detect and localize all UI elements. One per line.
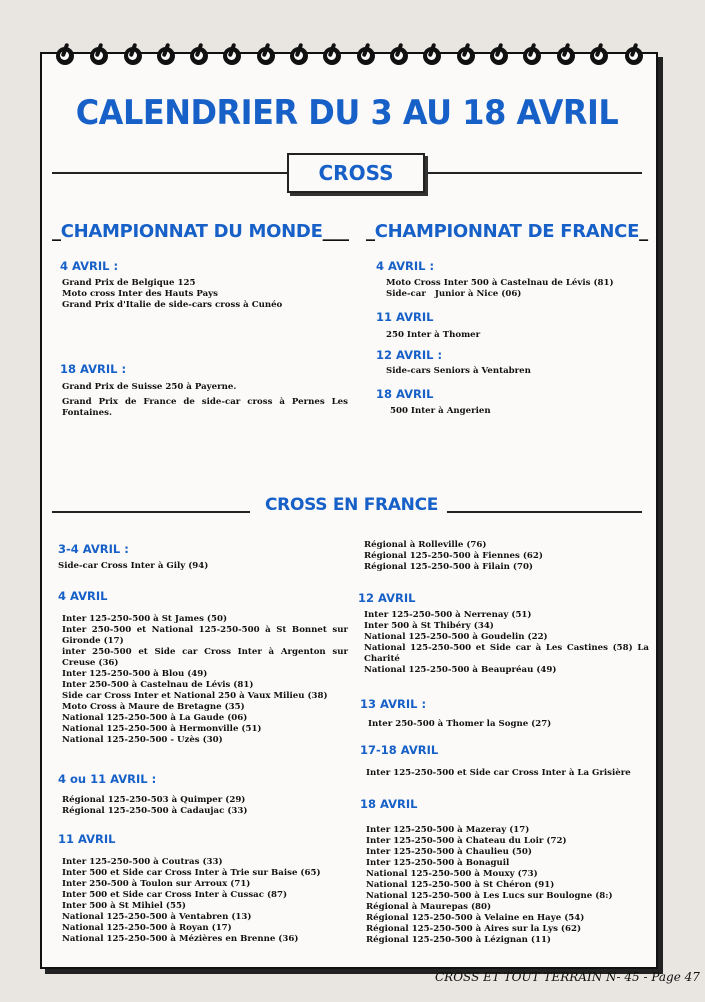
event-line: Side-car Junior à Nice (06) [386, 289, 522, 299]
divider-right [421, 172, 642, 174]
event-line: Grand Prix de France de side-car cross à Pernes Les Fontaines. [62, 397, 348, 418]
event-line: Inter 250-500 à Toulon sur Arroux (71) [62, 879, 251, 889]
event-line: Régional 125-250-500 à Lézignan (11) [366, 935, 552, 945]
event-line: Moto Cross Inter 500 à Castelnau de Lévis (81) [386, 278, 614, 288]
event-line: Side-cars Seniors à Ventabren [386, 366, 531, 376]
event-line: Inter 125-250-500 à Mazeray (17) [366, 825, 530, 835]
binding-ring [223, 45, 241, 67]
event-line: Inter 500 à St Thibéry (34) [364, 621, 494, 631]
page-footer: CROSS ET TOUT TERRAIN N- 45 - Page 47 [435, 970, 700, 984]
france-date-3: 12 AVRIL : [376, 348, 443, 362]
event-line: National 125-250-500 à La Gaude (06) [62, 713, 248, 723]
cef-right-intro [364, 540, 543, 573]
cef-right-events-1 [364, 610, 649, 676]
divider-right-2 [447, 511, 642, 513]
cross-en-france-heading: CROSS EN FRANCE [265, 495, 439, 515]
event-line: Régional 125-250-503 à Quimper (29) [62, 795, 246, 805]
cef-left-date-4: 11 AVRIL [58, 832, 116, 846]
binding-ring [457, 45, 475, 67]
event-line: Moto Cross à Maure de Bretagne (35) [62, 702, 245, 712]
france-events-2 [386, 330, 480, 341]
event-line: National 125-250-500 à Royan (17) [62, 923, 232, 933]
binding-ring [190, 45, 208, 67]
event-line: Régional 125-250-500 à Cadaujac (33) [62, 806, 248, 816]
event-line: National 125-250-500 à Les Lucs sur Boulogne (8:) [366, 891, 613, 901]
event-line: Inter 125-250-500 à St James (50) [62, 614, 228, 624]
event-line: National 125-250-500 à Beaupréau (49) [364, 665, 557, 675]
event-line: Régional 125-250-500 à Fiennes (62) [364, 551, 543, 561]
event-line: Inter 125-250-500 à Blou (49) [62, 669, 208, 679]
event-line: Inter 500 et Side car Cross Inter à Trie sur Baise (65) [62, 868, 321, 878]
page-title: CALENDRIER DU 3 AU 18 AVRIL [75, 93, 619, 133]
cef-right-events-3 [366, 768, 631, 779]
cef-left-date-3: 4 ou 11 AVRIL : [58, 772, 157, 786]
event-line: National 125-250-500 à Mouxy (73) [366, 869, 538, 879]
cef-left-events-3 [62, 795, 247, 817]
cef-left-events-4 [62, 857, 321, 945]
event-line: Inter 500 à St Mihiel (55) [62, 901, 186, 911]
event-line: National 125-250-500 - Uzès (30) [62, 735, 223, 745]
france-date-4: 18 AVRIL [376, 387, 434, 401]
event-line: 250 Inter à Thomer [386, 330, 481, 340]
event-line: National 125-250-500 à St Chéron (91) [366, 880, 555, 890]
binding-ring [56, 45, 74, 67]
event-line: Moto cross Inter des Hauts Pays [62, 289, 218, 299]
monde-date-2: 18 AVRIL : [60, 362, 127, 376]
cef-left-date-2: 4 AVRIL [58, 589, 108, 603]
cef-right-date-2: 13 AVRIL : [360, 697, 427, 711]
france-date-2: 11 AVRIL [376, 310, 434, 324]
event-line: Régional à Rolleville (76) [364, 540, 487, 550]
binding-ring [124, 45, 142, 67]
event-line: Régional à Maurepas (80) [366, 902, 492, 912]
event-line: Inter 500 et Side car Cross Inter à Cussac (87) [62, 890, 288, 900]
divider-left-2 [52, 511, 250, 513]
championnat-monde-title: CHAMPIONNAT DU MONDE [60, 221, 323, 242]
cef-right-date-3: 17-18 AVRIL [360, 743, 439, 757]
event-line: Grand Prix de Suisse 250 à Payerne. [62, 382, 237, 392]
monde-events-1 [62, 278, 282, 311]
championnat-monde-heading: _CHAMPIONNAT DU MONDE___ [52, 221, 349, 242]
event-line: Inter 125-250-500 à Bonaguil [366, 858, 510, 868]
event-line: Grand Prix d'Italie de side-cars cross à Cunéo [62, 300, 283, 310]
cef-left-events-1 [58, 561, 208, 572]
event-line: inter 250-500 et Side car Cross Inter à Argenton sur Creuse (36) [62, 647, 348, 668]
binding-ring [523, 45, 541, 67]
cef-right-date-4: 18 AVRIL [360, 797, 418, 811]
event-line: Inter 250-500 à Castelnau de Lévis (81) [62, 680, 254, 690]
event-line: Side car Cross Inter et National 250 à Vaux Milieu (38) [62, 691, 328, 701]
event-line: Inter 125-250-500 à Nerrenay (51) [364, 610, 532, 620]
event-line: National 125-250-500 à Ventabren (13) [62, 912, 252, 922]
france-events-4 [390, 406, 491, 417]
binding-ring [390, 45, 408, 67]
event-line: Régional 125-250-500 à Velaine en Haye (54) [366, 913, 585, 923]
event-line: National 125-250-500 à Hermonville (51) [62, 724, 262, 734]
event-line: Inter 125-250-500 à Chaulieu (50) [366, 847, 532, 857]
cef-right-date-1: 12 AVRIL [358, 591, 416, 605]
binding-ring [157, 45, 175, 67]
event-line: National 125-250-500 à Goudelin (22) [364, 632, 548, 642]
binding-ring [257, 45, 275, 67]
binding-ring [557, 45, 575, 67]
binding-ring [423, 45, 441, 67]
france-events-1 [386, 278, 614, 300]
event-line: Grand Prix de Belgique 125 [62, 278, 196, 288]
binding-ring [90, 45, 108, 67]
event-line: Side-car Cross Inter à Gily (94) [58, 561, 209, 571]
event-line: Inter 250-500 et National 125-250-500 à St Bonnet sur Gironde (17) [62, 625, 348, 646]
section-label-box: CROSS [287, 153, 425, 193]
event-line: National 125-250-500 et Side car à Les Castines (58) La Charité [364, 643, 649, 664]
binding-ring [357, 45, 375, 67]
binding-ring [290, 45, 308, 67]
cef-left-date-1: 3-4 AVRIL : [58, 542, 129, 556]
france-events-3 [386, 366, 531, 377]
event-line: Régional 125-250-500 à Filain (70) [364, 562, 533, 572]
event-line: National 125-250-500 à Mézières en Brenne (36) [62, 934, 299, 944]
monde-events-2 [62, 382, 348, 419]
france-date-1: 4 AVRIL : [376, 259, 435, 273]
divider-left [52, 172, 288, 174]
event-line: 500 Inter à Angerien [390, 406, 491, 416]
event-line: Inter 250-500 à Thomer la Sogne (27) [368, 719, 552, 729]
championnat-france-heading: _CHAMPIONNAT DE FRANCE_ [366, 221, 648, 242]
binding-ring [323, 45, 341, 67]
cef-left-events-2 [62, 614, 348, 746]
binding-ring [490, 45, 508, 67]
monde-date-1: 4 AVRIL : [60, 259, 119, 273]
event-line: Régional 125-250-500 à Aires sur la Lys (62) [366, 924, 582, 934]
championnat-france-title: CHAMPIONNAT DE FRANCE [374, 221, 640, 242]
event-line: Inter 125-250-500 à Coutras (33) [62, 857, 223, 867]
event-line: Inter 125-250-500 à Chateau du Loir (72) [366, 836, 567, 846]
event-line: Inter 125-250-500 et Side car Cross Inter à La Grisière [366, 768, 631, 778]
binding-ring [625, 45, 643, 67]
cef-right-events-2 [368, 719, 551, 730]
cef-right-events-4 [366, 825, 613, 946]
binding-ring [590, 45, 608, 67]
